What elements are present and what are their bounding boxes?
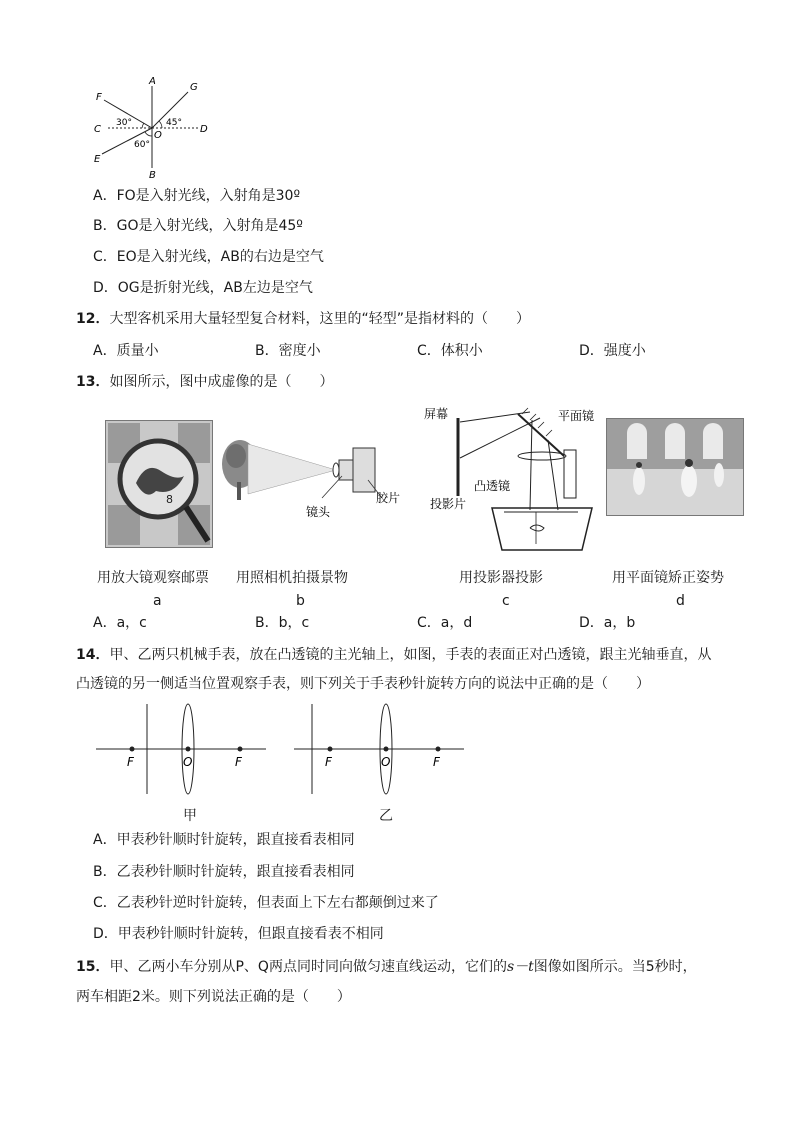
option-text: 密度小 (278, 343, 321, 359)
convex-lens-label: 凸透镜 (474, 479, 511, 493)
q11-option-b[interactable] (93, 216, 303, 236)
caption-d-letter: d (676, 593, 685, 609)
option-letter: D． (579, 615, 604, 631)
q13-option-a[interactable] (93, 613, 147, 633)
label-O: O (154, 130, 162, 141)
q12-stem (76, 309, 530, 329)
option-text: a，d (440, 615, 473, 631)
option-letter: C． (93, 895, 117, 911)
option-letter: B． (255, 343, 279, 359)
label-A: A (149, 76, 156, 87)
q12-option-d[interactable] (579, 341, 646, 361)
label-C: C (94, 124, 101, 135)
caption-a-letter: a (153, 593, 162, 609)
focus-left-label: F (127, 755, 134, 769)
option-letter: A． (93, 343, 117, 359)
q11-option-c[interactable] (93, 247, 324, 267)
option-text: EO是入射光线，AB的右边是空气 (116, 249, 324, 265)
option-letter: A． (93, 188, 117, 204)
optical-center-label: O (183, 755, 193, 769)
option-letter: D． (93, 926, 118, 942)
option-letter: A． (93, 615, 117, 631)
question-number: 14． (76, 647, 110, 663)
option-letter: B． (255, 615, 279, 631)
option-text: OG是折射光线，AB左边是空气 (117, 280, 313, 296)
magnifier-stamp-photo (105, 420, 213, 548)
label-F: F (96, 92, 102, 103)
focus-left-label: F (325, 755, 332, 769)
q13-option-d[interactable] (579, 613, 635, 633)
lens-diagram-jia (92, 700, 272, 800)
option-text: b，c (278, 615, 310, 631)
label-D: D (200, 124, 208, 135)
option-letter: C． (93, 249, 117, 265)
q12-option-c[interactable] (417, 341, 483, 361)
q13-option-c[interactable] (417, 613, 472, 633)
focus-right-label: F (433, 755, 440, 769)
lens-label: 镜头 (306, 505, 331, 519)
question-text: 大型客机采用大量轻型复合材料，这里的“轻型”是指材料的（ ） (109, 311, 530, 327)
option-letter: C． (417, 615, 441, 631)
question-text: 甲、乙两只机械手表，放在凸透镜的主光轴上，如图，手表的表面正对凸透镜，跟主光轴垂直，从 (109, 647, 712, 663)
caption-a: 用放大镜观察邮票 (97, 570, 209, 586)
caption-b: 用照相机拍摄景物 (236, 570, 348, 586)
mirror-label: 平面镜 (558, 409, 595, 423)
camera-diagram (218, 436, 418, 526)
option-text: GO是入射光线，入射角是45º (116, 218, 303, 234)
label-B: B (149, 170, 156, 181)
option-letter: D． (93, 280, 118, 296)
question-number: 12． (76, 311, 110, 327)
film-label: 胶片 (376, 491, 401, 505)
option-text: a，c (116, 615, 147, 631)
q14-option-c[interactable] (93, 893, 439, 913)
q14-stem-line2: 凸透镜的另一侧适当位置观察手表，则下列关于手表秒针旋转方向的说法中正确的是（ ） (76, 676, 650, 692)
q15-stem-line1 (76, 957, 697, 977)
option-letter: D． (579, 343, 604, 359)
q12-option-a[interactable] (93, 341, 159, 361)
mirror-posture-photo (606, 418, 744, 516)
caption-c: 用投影器投影 (459, 570, 543, 586)
angle-60-label: 60° (134, 140, 150, 150)
q13-option-b[interactable] (255, 613, 309, 633)
optical-center-label: O (381, 755, 391, 769)
option-text: a，b (603, 615, 636, 631)
lens-diagram-yi (290, 700, 470, 800)
q12-option-b[interactable] (255, 341, 321, 361)
option-text: 质量小 (116, 343, 159, 359)
label-G: G (190, 82, 198, 93)
angle-45-label: 45° (166, 118, 182, 128)
st-graph-symbol: s－t (506, 959, 534, 975)
slide-label: 投影片 (430, 497, 467, 511)
option-text: 甲表秒针顺时针旋转，跟直接看表相同 (116, 832, 355, 848)
q15-stem-line2: 两车相距2米。则下列说法正确的是（ ） (76, 989, 351, 1005)
question-number: 13． (76, 374, 110, 390)
q14-stem-line1 (76, 645, 711, 665)
angle-diagram (86, 72, 216, 182)
lens-diagram-yi-caption: 乙 (379, 808, 393, 824)
q14-option-a[interactable] (93, 830, 355, 850)
option-text: 乙表秒针逆时针旋转，但表面上下左右都颠倒过来了 (116, 895, 439, 911)
screen-label: 屏幕 (424, 407, 449, 421)
q14-option-b[interactable] (93, 862, 355, 882)
question-text-b: 图像如图所示。当5秒时， (533, 959, 697, 975)
angle-30-label: 30° (116, 118, 132, 128)
q13-stem (76, 372, 333, 392)
option-letter: A． (93, 832, 117, 848)
option-letter: B． (93, 864, 117, 880)
option-text: FO是入射光线，入射角是30º (116, 188, 301, 204)
question-number: 15． (76, 959, 110, 975)
caption-d: 用平面镜矫正姿势 (612, 570, 724, 586)
svg-text:8: 8 (166, 493, 173, 506)
option-letter: B． (93, 218, 117, 234)
option-text: 乙表秒针顺时针旋转，跟直接看表相同 (116, 864, 355, 880)
caption-c-letter: c (502, 593, 510, 609)
option-text: 甲表秒针顺时针旋转，但跟直接看表不相同 (117, 926, 384, 942)
option-text: 强度小 (603, 343, 646, 359)
caption-b-letter: b (296, 593, 305, 609)
question-text-a: 甲、乙两小车分别从P、Q两点同时同向做匀速直线运动，它们的 (109, 959, 507, 975)
q11-option-a[interactable] (93, 186, 300, 206)
q11-option-d[interactable] (93, 278, 313, 298)
lens-diagram-jia-caption: 甲 (183, 808, 197, 824)
q14-option-d[interactable] (93, 924, 384, 944)
question-text: 如图所示，图中成虚像的是（ ） (109, 374, 334, 390)
option-text: 体积小 (440, 343, 483, 359)
option-letter: C． (417, 343, 441, 359)
label-E: E (94, 154, 101, 165)
projector-diagram (418, 400, 608, 558)
focus-right-label: F (235, 755, 242, 769)
